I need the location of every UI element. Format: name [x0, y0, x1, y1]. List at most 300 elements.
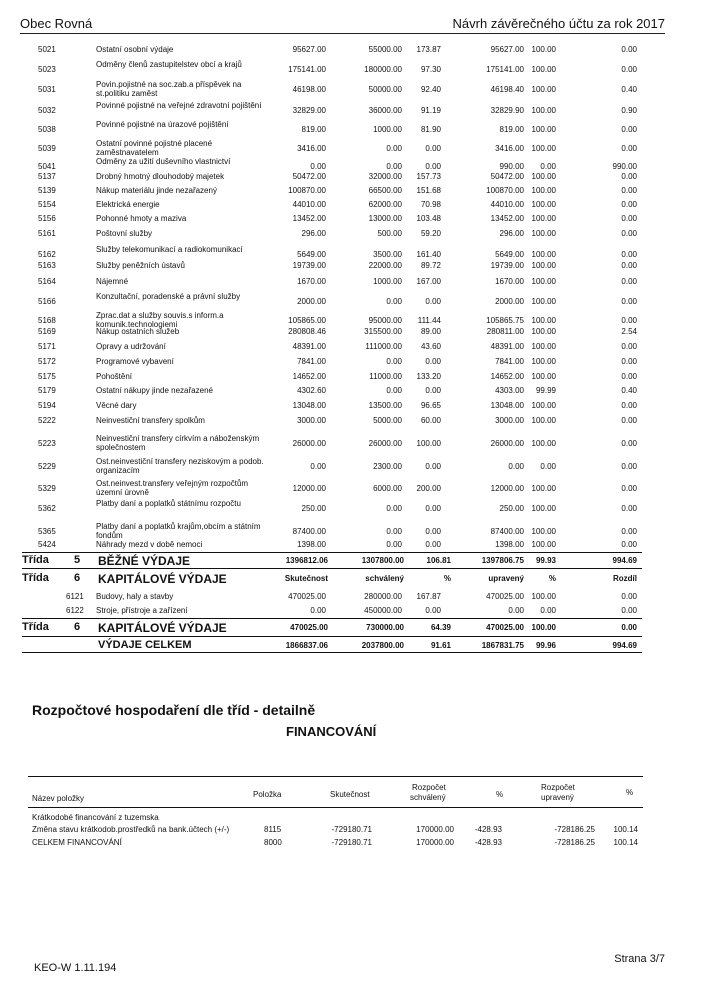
fin-cell-uprav: -728186.25: [554, 825, 595, 834]
cell-rozd: 0.00: [621, 484, 637, 493]
cell-uprav: 990.00: [499, 162, 524, 171]
cell-pct2: 100.00: [531, 342, 556, 351]
financing-section-title: Rozpočtové hospodaření dle tříd - detailně: [32, 702, 316, 718]
summary-label: Třída: [22, 572, 49, 584]
summary-rozd: 0.00: [621, 623, 637, 632]
fin-header-pct: %: [496, 790, 504, 799]
cell-name: Odměny za užití duševního vlastnictví: [96, 157, 231, 166]
cell-code: 5171: [38, 342, 56, 351]
cell-schv: 6000.00: [373, 484, 402, 493]
cell-uprav: 32829.90: [490, 106, 524, 115]
cell-rozd: 0.00: [621, 65, 637, 74]
cell-name: Programové vybavení: [96, 357, 174, 366]
cell-rozd: 0.00: [621, 316, 637, 325]
summary-rozd: Rozdíl: [613, 574, 637, 583]
cell-name: Povinné pojistné na úrazové pojištění: [96, 120, 229, 129]
summary-uprav: 1397806.75: [481, 556, 524, 565]
cell-uprav: 250.00: [499, 504, 524, 513]
cell-pct2: 100.00: [531, 484, 556, 493]
cell-skut: 19739.00: [292, 261, 326, 270]
fin-cell-pct: -428.93: [474, 825, 502, 834]
cell-name: Stroje, přístroje a zařízení: [96, 606, 188, 615]
cell-rozd: 0.00: [621, 439, 637, 448]
cell-code: 5023: [38, 65, 56, 74]
total-pct: 91.61: [430, 641, 451, 650]
cell-pct: 167.87: [416, 592, 441, 601]
fin-cell-skut: -729180.71: [331, 838, 372, 847]
financing-header-rule: [28, 807, 643, 808]
cell-pct: 97.30: [420, 65, 441, 74]
cell-schv: 13500.00: [368, 401, 402, 410]
cell-code: 5223: [38, 439, 56, 448]
cell-schv: 3500.00: [373, 250, 402, 259]
cell-pct: 173.87: [416, 45, 441, 54]
cell-schv: 0.00: [386, 504, 402, 513]
cell-uprav: 7841.00: [495, 357, 524, 366]
cell-rozd: 0.00: [621, 229, 637, 238]
cell-code: 5168: [38, 316, 56, 325]
cell-uprav: 46198.40: [490, 85, 524, 94]
fin-cell-uprav: -728186.25: [554, 838, 595, 847]
cell-code: 5329: [38, 484, 56, 493]
fin-cell-pct: -428.93: [474, 838, 502, 847]
cell-rozd: 0.00: [621, 297, 637, 306]
cell-rozd: 0.40: [621, 386, 637, 395]
document-title: Návrh závěrečného účtu za rok 2017: [452, 16, 665, 31]
cell-schv: 1000.00: [373, 277, 402, 286]
cell-skut: 0.00: [310, 462, 326, 471]
cell-name: Neinvestiční transfery církvím a náboženským společnostem: [96, 434, 260, 452]
summary-name: BĚŽNÉ VÝDAJE: [98, 554, 191, 568]
cell-rozd: 0.00: [621, 416, 637, 425]
cell-rozd: 0.00: [621, 45, 637, 54]
fin-header-name: Název položky: [32, 794, 85, 803]
cell-code: 5194: [38, 401, 56, 410]
fin-section-label: Krátkodobé financování z tuzemska: [32, 813, 159, 822]
cell-pct2: 100.00: [531, 172, 556, 181]
fin-cell-name: Změna stavu krátkodob.prostředků na bank.účtech (+/-): [32, 825, 230, 834]
fin-header-pol: Položka: [253, 790, 282, 799]
cell-code: 5175: [38, 372, 56, 381]
cell-rozd: 0.00: [621, 277, 637, 286]
cell-skut: 26000.00: [292, 439, 326, 448]
cell-pct2: 100.00: [531, 439, 556, 448]
cell-pct: 103.48: [416, 214, 441, 223]
cell-pct2: 100.00: [531, 297, 556, 306]
cell-code: 5362: [38, 504, 56, 513]
cell-schv: 0.00: [386, 162, 402, 171]
cell-schv: 50000.00: [368, 85, 402, 94]
cell-pct: 0.00: [425, 540, 441, 549]
cell-name: Poštovní služby: [96, 229, 153, 238]
cell-rozd: 990.00: [612, 162, 637, 171]
cell-schv: 0.00: [386, 357, 402, 366]
cell-code: 5161: [38, 229, 56, 238]
summary-schv: 1307800.00: [361, 556, 404, 565]
cell-pct2: 100.00: [531, 261, 556, 270]
cell-pct2: 100.00: [531, 504, 556, 513]
cell-code: 5031: [38, 85, 56, 94]
cell-pct2: 100.00: [531, 144, 556, 153]
cell-uprav: 0.00: [508, 462, 524, 471]
cell-code: 5179: [38, 386, 56, 395]
cell-uprav: 3416.00: [495, 144, 524, 153]
cell-code: 5032: [38, 106, 56, 115]
cell-uprav: 13048.00: [490, 401, 524, 410]
cell-name: Služby peněžních ústavů: [96, 261, 185, 270]
summary-num: 6: [74, 621, 81, 633]
cell-name: Pohonné hmoty a maziva: [96, 214, 187, 223]
cell-rozd: 0.00: [621, 172, 637, 181]
cell-schv: 26000.00: [368, 439, 402, 448]
cell-pct: 89.00: [420, 327, 441, 336]
cell-skut: 0.00: [310, 606, 326, 615]
cell-uprav: 19739.00: [490, 261, 524, 270]
cell-pct2: 100.00: [531, 45, 556, 54]
cell-rozd: 0.00: [621, 606, 637, 615]
cell-pct: 151.68: [416, 186, 441, 195]
cell-rozd: 0.00: [621, 462, 637, 471]
cell-skut: 250.00: [301, 504, 326, 513]
cell-code: 5162: [38, 250, 56, 259]
cell-code: 5139: [38, 186, 56, 195]
cell-rozd: 0.00: [621, 401, 637, 410]
cell-code: 6122: [66, 606, 84, 615]
cell-name: Neinvestiční transfery spolkům: [96, 416, 205, 425]
cell-name: Nájemné: [96, 277, 129, 286]
cell-pct2: 100.00: [531, 85, 556, 94]
cell-pct: 0.00: [425, 527, 441, 536]
cell-name: Zprac.dat a služby souvis.s inform.a komunik.technologiemi: [96, 311, 224, 329]
cell-pct2: 100.00: [531, 316, 556, 325]
cell-name: Ost.neinvest.transfery veřejným rozpočtům územní úrovně: [96, 479, 249, 497]
cell-pct: 81.90: [420, 125, 441, 134]
cell-name: Budovy, haly a stavby: [96, 592, 174, 601]
summary-name: KAPITÁLOVÉ VÝDAJE: [98, 621, 227, 635]
cell-rozd: 0.00: [621, 200, 637, 209]
summary-pct: 64.39: [430, 623, 451, 632]
cell-pct: 0.00: [425, 462, 441, 471]
table-rule: [22, 636, 642, 637]
cell-name: Pohoštění: [96, 372, 133, 381]
cell-schv: 1000.00: [373, 125, 402, 134]
cell-uprav: 296.00: [499, 229, 524, 238]
fin-cell-pol: 8000: [264, 838, 282, 847]
table-rule: [22, 568, 642, 569]
cell-pct: 111.44: [417, 316, 441, 325]
cell-schv: 13000.00: [368, 214, 402, 223]
cell-schv: 315500.00: [364, 327, 402, 336]
cell-skut: 7841.00: [297, 357, 326, 366]
cell-uprav: 470025.00: [486, 592, 524, 601]
cell-skut: 87400.00: [292, 527, 326, 536]
cell-skut: 5649.00: [297, 250, 326, 259]
cell-skut: 175141.00: [288, 65, 326, 74]
cell-schv: 0.00: [386, 144, 402, 153]
summary-skut: Skutečnost: [284, 574, 328, 583]
cell-skut: 296.00: [301, 229, 326, 238]
footer-version: KEO-W 1.11.194: [34, 962, 117, 974]
cell-name: Služby telekomunikací a radiokomunikací: [96, 245, 243, 254]
cell-pct: 0.00: [425, 357, 441, 366]
cell-skut: 819.00: [301, 125, 326, 134]
cell-skut: 470025.00: [288, 592, 326, 601]
cell-schv: 62000.00: [368, 200, 402, 209]
cell-pct: 0.00: [425, 386, 441, 395]
cell-skut: 95627.00: [292, 45, 326, 54]
cell-pct2: 100.00: [531, 327, 556, 336]
table-rule: [22, 552, 642, 553]
summary-uprav: 470025.00: [486, 623, 524, 632]
summary-label: Třída: [22, 621, 49, 633]
fin-header-pct2: %: [626, 788, 634, 797]
cell-rozd: 0.00: [621, 144, 637, 153]
summary-rozd: 994.69: [612, 556, 637, 565]
cell-name: Opravy a udržování: [96, 342, 166, 351]
cell-pct2: 100.00: [531, 357, 556, 366]
cell-skut: 280808.46: [288, 327, 326, 336]
cell-uprav: 105865.75: [486, 316, 524, 325]
summary-skut: 1396812.06: [285, 556, 328, 565]
cell-pct2: 100.00: [531, 416, 556, 425]
total-name: VÝDAJE CELKEM: [98, 639, 192, 651]
summary-schv: schválený: [365, 574, 404, 583]
cell-name: Elektrická energie: [96, 200, 160, 209]
cell-code: 5163: [38, 261, 56, 270]
cell-uprav: 100870.00: [486, 186, 524, 195]
cell-rozd: 0.00: [621, 372, 637, 381]
cell-skut: 0.00: [310, 162, 326, 171]
cell-pct: 96.65: [420, 401, 441, 410]
cell-code: 5137: [38, 172, 56, 181]
cell-uprav: 4303.00: [495, 386, 524, 395]
cell-code: 5166: [38, 297, 56, 306]
total-pct2: 99.96: [535, 641, 556, 650]
cell-schv: 66500.00: [368, 186, 402, 195]
cell-uprav: 1398.00: [495, 540, 524, 549]
cell-rozd: 0.00: [621, 357, 637, 366]
cell-uprav: 0.00: [508, 606, 524, 615]
cell-skut: 50472.00: [292, 172, 326, 181]
cell-pct: 0.00: [425, 504, 441, 513]
cell-skut: 3416.00: [297, 144, 326, 153]
cell-name: Platby daní a poplatků krajům,obcím a státním fondům: [96, 522, 261, 540]
cell-pct: 200.00: [416, 484, 441, 493]
cell-uprav: 5649.00: [495, 250, 524, 259]
fin-cell-pct2: 100.14: [613, 825, 638, 834]
cell-skut: 44010.00: [292, 200, 326, 209]
cell-name: Nákup ostatních služeb: [96, 327, 180, 336]
cell-rozd: 0.00: [621, 214, 637, 223]
municipality-name: Obec Rovná: [20, 16, 93, 31]
cell-name: Věcné dary: [96, 401, 137, 410]
cell-name: Ostatní nákupy jinde nezařazené: [96, 386, 213, 395]
cell-schv: 0.00: [386, 297, 402, 306]
cell-name: Náhrady mezd v době nemoci: [96, 540, 203, 549]
cell-pct: 161.40: [416, 250, 441, 259]
cell-code: 5222: [38, 416, 56, 425]
cell-uprav: 13452.00: [490, 214, 524, 223]
summary-pct2: 99.93: [535, 556, 556, 565]
cell-code: 5038: [38, 125, 56, 134]
cell-pct2: 100.00: [531, 527, 556, 536]
cell-skut: 100870.00: [288, 186, 326, 195]
cell-rozd: 0.40: [621, 85, 637, 94]
cell-rozd: 0.00: [621, 250, 637, 259]
cell-pct: 133.20: [416, 372, 441, 381]
cell-schv: 11000.00: [369, 372, 402, 381]
cell-code: 5424: [38, 540, 56, 549]
cell-uprav: 95627.00: [490, 45, 524, 54]
fin-cell-schv: 170000.00: [416, 838, 454, 847]
cell-rozd: 0.00: [621, 261, 637, 270]
cell-name: Platby daní a poplatků státnímu rozpočtu: [96, 499, 241, 508]
cell-skut: 46198.00: [292, 85, 326, 94]
cell-name: Nákup materiálu jinde nezařazený: [96, 186, 217, 195]
cell-code: 6121: [66, 592, 84, 601]
fin-cell-pct2: 100.14: [613, 838, 638, 847]
cell-schv: 111000.00: [365, 342, 402, 351]
cell-code: 5164: [38, 277, 56, 286]
cell-uprav: 175141.00: [486, 65, 524, 74]
summary-name: KAPITÁLOVÉ VÝDAJE: [98, 572, 227, 586]
cell-schv: 22000.00: [368, 261, 402, 270]
cell-skut: 13048.00: [292, 401, 326, 410]
fin-cell-name: CELKEM FINANCOVÁNÍ: [32, 838, 122, 847]
header-divider: [20, 33, 665, 34]
cell-pct2: 100.00: [531, 186, 556, 195]
cell-schv: 55000.00: [368, 45, 402, 54]
cell-pct: 0.00: [425, 606, 441, 615]
cell-uprav: 48391.00: [490, 342, 524, 351]
table-rule: [22, 652, 642, 653]
cell-skut: 48391.00: [292, 342, 326, 351]
summary-schv: 730000.00: [366, 623, 404, 632]
cell-uprav: 87400.00: [490, 527, 524, 536]
fin-header-schv2: schválený: [410, 793, 446, 802]
cell-pct2: 0.00: [540, 162, 556, 171]
fin-header-skut: Skutečnost: [330, 790, 370, 799]
cell-schv: 0.00: [386, 540, 402, 549]
cell-skut: 3000.00: [297, 416, 326, 425]
cell-uprav: 280811.00: [486, 327, 524, 336]
cell-pct2: 100.00: [531, 277, 556, 286]
cell-name: Ost.neinvestiční transfery neziskovým a podob. organizacím: [96, 457, 264, 475]
cell-uprav: 12000.00: [490, 484, 524, 493]
cell-pct: 92.40: [420, 85, 441, 94]
cell-pct2: 100.00: [531, 214, 556, 223]
cell-pct: 167.00: [416, 277, 441, 286]
cell-code: 5021: [38, 45, 56, 54]
cell-rozd: 0.00: [621, 540, 637, 549]
cell-rozd: 0.00: [621, 186, 637, 195]
cell-pct2: 99.99: [535, 386, 556, 395]
cell-rozd: 0.90: [621, 106, 637, 115]
cell-uprav: 50472.00: [490, 172, 524, 181]
cell-code: 5039: [38, 144, 56, 153]
financing-top-rule: [28, 776, 643, 777]
cell-name: Ostatní povinné pojistné placené zaměstnavatelem: [96, 139, 213, 157]
cell-rozd: 0.00: [621, 592, 637, 601]
cell-schv: 0.00: [386, 527, 402, 536]
cell-pct2: 100.00: [531, 250, 556, 259]
cell-schv: 500.00: [377, 229, 402, 238]
fin-header-schv1: Rozpočet: [412, 783, 446, 792]
cell-rozd: 0.00: [621, 504, 637, 513]
financing-subtitle: FINANCOVÁNÍ: [286, 724, 377, 739]
cell-rozd: 0.00: [621, 342, 637, 351]
cell-code: 5172: [38, 357, 56, 366]
cell-schv: 450000.00: [364, 606, 402, 615]
total-skut: 1866837.06: [285, 641, 328, 650]
cell-name: Drobný hmotný dlouhodobý majetek: [96, 172, 225, 181]
summary-skut: 470025.00: [290, 623, 328, 632]
cell-skut: 12000.00: [292, 484, 326, 493]
summary-label: Třída: [22, 554, 49, 566]
cell-pct: 0.00: [425, 144, 441, 153]
cell-pct2: 100.00: [531, 540, 556, 549]
footer-page-number: Strana 3/7: [614, 953, 665, 965]
cell-name: Povinné pojistné na veřejné zdravotní pojištění: [96, 101, 262, 110]
cell-skut: 32829.00: [292, 106, 326, 115]
cell-pct2: 100.00: [531, 592, 556, 601]
cell-rozd: 2.54: [621, 327, 637, 336]
cell-pct: 43.60: [420, 342, 441, 351]
cell-uprav: 26000.00: [490, 439, 524, 448]
cell-pct2: 0.00: [540, 462, 556, 471]
cell-pct: 0.00: [425, 162, 441, 171]
summary-num: 6: [74, 572, 81, 584]
cell-pct: 70.98: [420, 200, 441, 209]
cell-pct2: 100.00: [531, 401, 556, 410]
cell-pct: 0.00: [425, 297, 441, 306]
cell-name: Ostatní osobní výdaje: [96, 45, 174, 54]
cell-code: 5169: [38, 327, 56, 336]
cell-pct2: 0.00: [540, 606, 556, 615]
cell-pct2: 100.00: [531, 106, 556, 115]
page-header: [0, 14, 727, 34]
cell-rozd: 0.00: [621, 125, 637, 134]
total-rozd: 994.69: [612, 641, 637, 650]
cell-schv: 280000.00: [364, 592, 402, 601]
fin-cell-schv: 170000.00: [416, 825, 454, 834]
cell-name: Konzultační, poradenské a právní služby: [96, 292, 241, 301]
cell-uprav: 819.00: [499, 125, 524, 134]
summary-pct: %: [443, 574, 451, 583]
cell-uprav: 3000.00: [495, 416, 524, 425]
cell-schv: 32000.00: [368, 172, 402, 181]
total-schv: 2037800.00: [361, 641, 404, 650]
cell-uprav: 44010.00: [490, 200, 524, 209]
cell-code: 5041: [38, 162, 56, 171]
summary-pct: 106.81: [426, 556, 451, 565]
summary-uprav: upravený: [488, 574, 524, 583]
fin-header-uprav1: Rozpočet: [541, 783, 575, 792]
cell-pct: 89.72: [420, 261, 441, 270]
cell-code: 5365: [38, 527, 56, 536]
cell-pct: 91.19: [420, 106, 441, 115]
cell-name: Povin.pojistné na soc.zab.a příspěvek na st.politiku zaměst: [96, 80, 242, 98]
cell-skut: 13452.00: [292, 214, 326, 223]
cell-skut: 4302.60: [297, 386, 326, 395]
cell-skut: 1670.00: [297, 277, 326, 286]
cell-schv: 2300.00: [373, 462, 402, 471]
cell-code: 5156: [38, 214, 56, 223]
fin-header-uprav2: upravený: [541, 793, 574, 802]
cell-code: 5154: [38, 200, 56, 209]
cell-pct: 100.00: [416, 439, 441, 448]
cell-skut: 14652.00: [292, 372, 326, 381]
